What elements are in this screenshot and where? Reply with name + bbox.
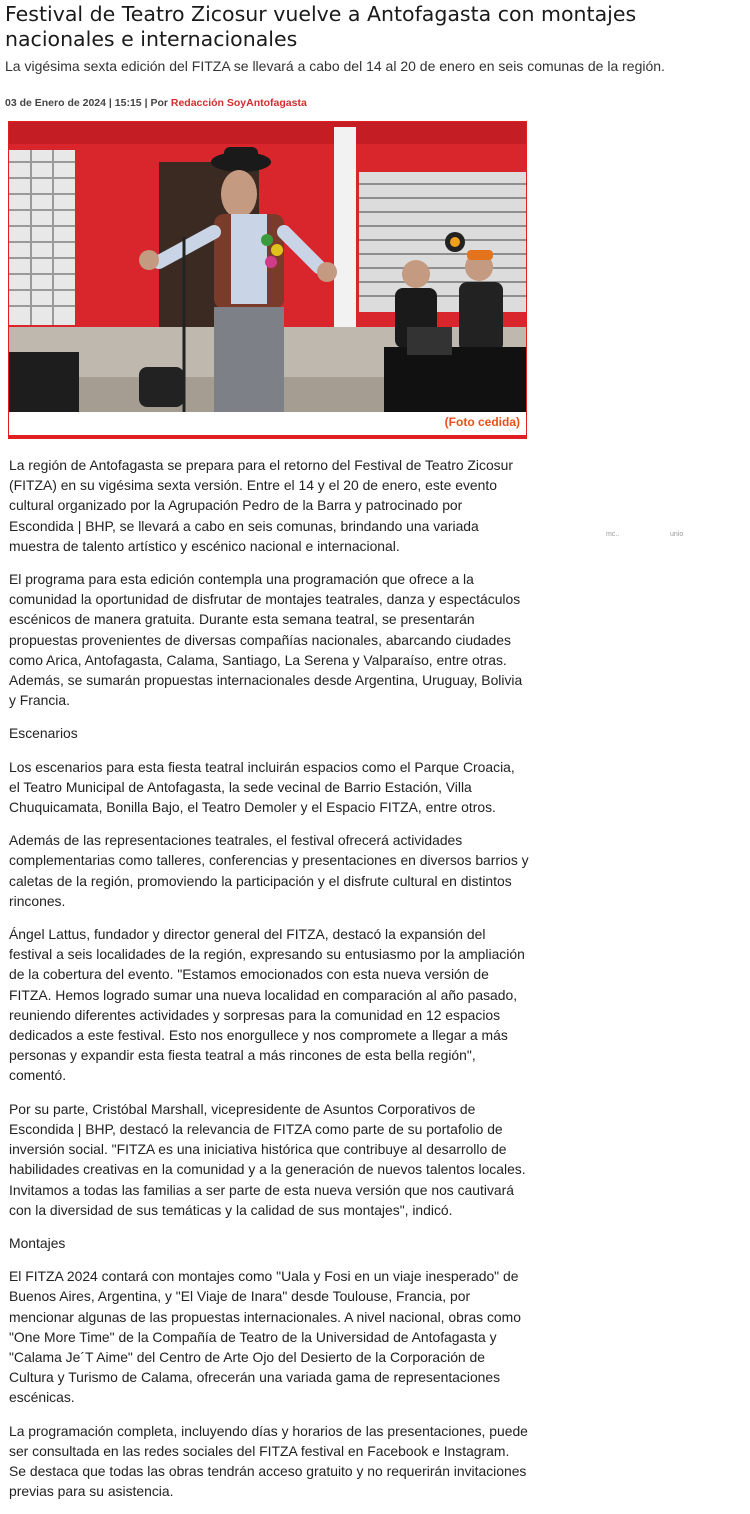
byline-prefix: Por (150, 97, 168, 109)
photo-caption: (Foto cedida) (444, 415, 520, 429)
faded-artifact: mc.. (606, 531, 620, 538)
section-heading: Montajes (9, 1234, 66, 1251)
publish-time: 15:15 (114, 97, 142, 109)
section-heading: Escenarios (9, 725, 78, 742)
article-body (9, 455, 529, 1514)
performer-photo (9, 122, 526, 412)
byline-separator: | (108, 97, 112, 109)
article-paragraph: El FITZA 2024 contará con montajes como "Uala y Fosi en un viaje inesperado" de Buenos Aires, Argentina, y "El Viaje de Inara" desde Toulouse, Francia, por mencionar algunas de las propuestas internacionales. A nivel nacional, obras como "One More Time" de la Compañía de Teatro de la Universidad de Antofagasta y "Calama Je´T Aime" del Centro de Arte Ojo del Desierto de la Corporación de Cultura y Turismo de Calama, ofrecerán una variada gama de representaciones escénicas. (9, 1268, 521, 1406)
byline-separator: | (144, 97, 148, 109)
article-photo-frame (8, 121, 527, 439)
article-paragraph: Además de las representaciones teatrales, el festival ofrecerá actividades complementarias como talleres, conferencias y presentaciones en diversos barrios y caletas de la región, promoviendo la participación y el disfrute cultural en distintos rincones. (9, 832, 529, 909)
article-paragraph: La programación completa, incluyendo días y horarios de las presentaciones, puede ser consultada en las redes sociales del FITZA festival en Facebook e Instagram. Se destaca que todas las obras tendrán acceso gratuito y no requerirán invitaciones previas para su asistencia. (9, 1422, 528, 1500)
article-subtitle: La vigésima sexta edición del FITZA se llevará a cabo del 14 al 20 de enero en seis comunas de la región. (5, 58, 665, 74)
article-paragraph: La región de Antofagasta se prepara para el retorno del Festival de Teatro Zicosur (FITZA) en su vigésima sexta versión. Entre el 14 y el 20 de enero, este evento cultural organizado por la Agrupación Pedro de la Barra y patrocinado por Escondida | BHP, se llevará a cabo en seis comunas, brindando una variada muestra de talento artístico y escénico nacional e internacional. (9, 457, 513, 554)
article-paragraph: Los escenarios para esta fiesta teatral incluirán espacios como el Parque Croacia, el Teatro Municipal de Antofagasta, la sede vecinal de Barrio Estación, Villa Chuquicamata, Bonilla Bajo, el Teatro Demoler y el Espacio FITZA, entre otros. (9, 758, 515, 816)
faded-artifact: unio (670, 531, 684, 538)
article-paragraph: El programa para esta edición contempla una programación que ofrece a la comunidad la oportunidad de disfrutar de montajes teatrales, danza y espectáculos escénicos de manera gratuita. Durante esta semana teatral, se presentarán propuestas provenientes de diversas compañías nacionales, abarcando ciudades como Arica, Antofagasta, Calama, Santiago, La Serena y Valparaíso, entre otras. Además, se sumarán propuestas internacionales desde Argentina, Uruguay, Bolivia y Francia. (9, 571, 523, 709)
author-link[interactable]: Redacción SoyAntofagasta (170, 97, 307, 109)
article-paragraph: Por su parte, Cristóbal Marshall, vicepresidente de Asuntos Corporativos de Escondida | BHP, destacó la relevancia de FITZA como parte de su portafolio de inversión social. "FITZA es una iniciativa histórica que contribuye al desarrollo de habilidades creativas en la comunidad y a la generación de nuevos talentos locales. Invitamos a todas las familias a ser parte de esta nueva versión que nos cautivará con la diversidad de sus temáticas y la calidad de sus montajes", indicó. (9, 1100, 526, 1218)
publish-date: 03 de Enero de 2024 (5, 97, 106, 109)
article-byline (5, 97, 307, 109)
article-headline: Festival de Teatro Zicosur vuelve a Antofagasta con montajes nacionales e internacionales (5, 2, 637, 51)
article-paragraph: Ángel Lattus, fundador y director general del FITZA, destacó la expansión del festival a seis localidades de la región, expresando su entusiasmo por la ampliación de la cobertura del evento. "Estamos emocionados con esta nueva versión de FITZA. Hemos logrado sumar una nueva localidad en comparación al año pasado, reuniendo diferentes actividades y sorpresas para la comunidad en 12 espacios dedicados a este festival. Esto nos enorgullece y nos compromete a llegar a más personas y expandir esta fiesta teatral a más rincones de esta bella región", comentó. (9, 926, 525, 1084)
